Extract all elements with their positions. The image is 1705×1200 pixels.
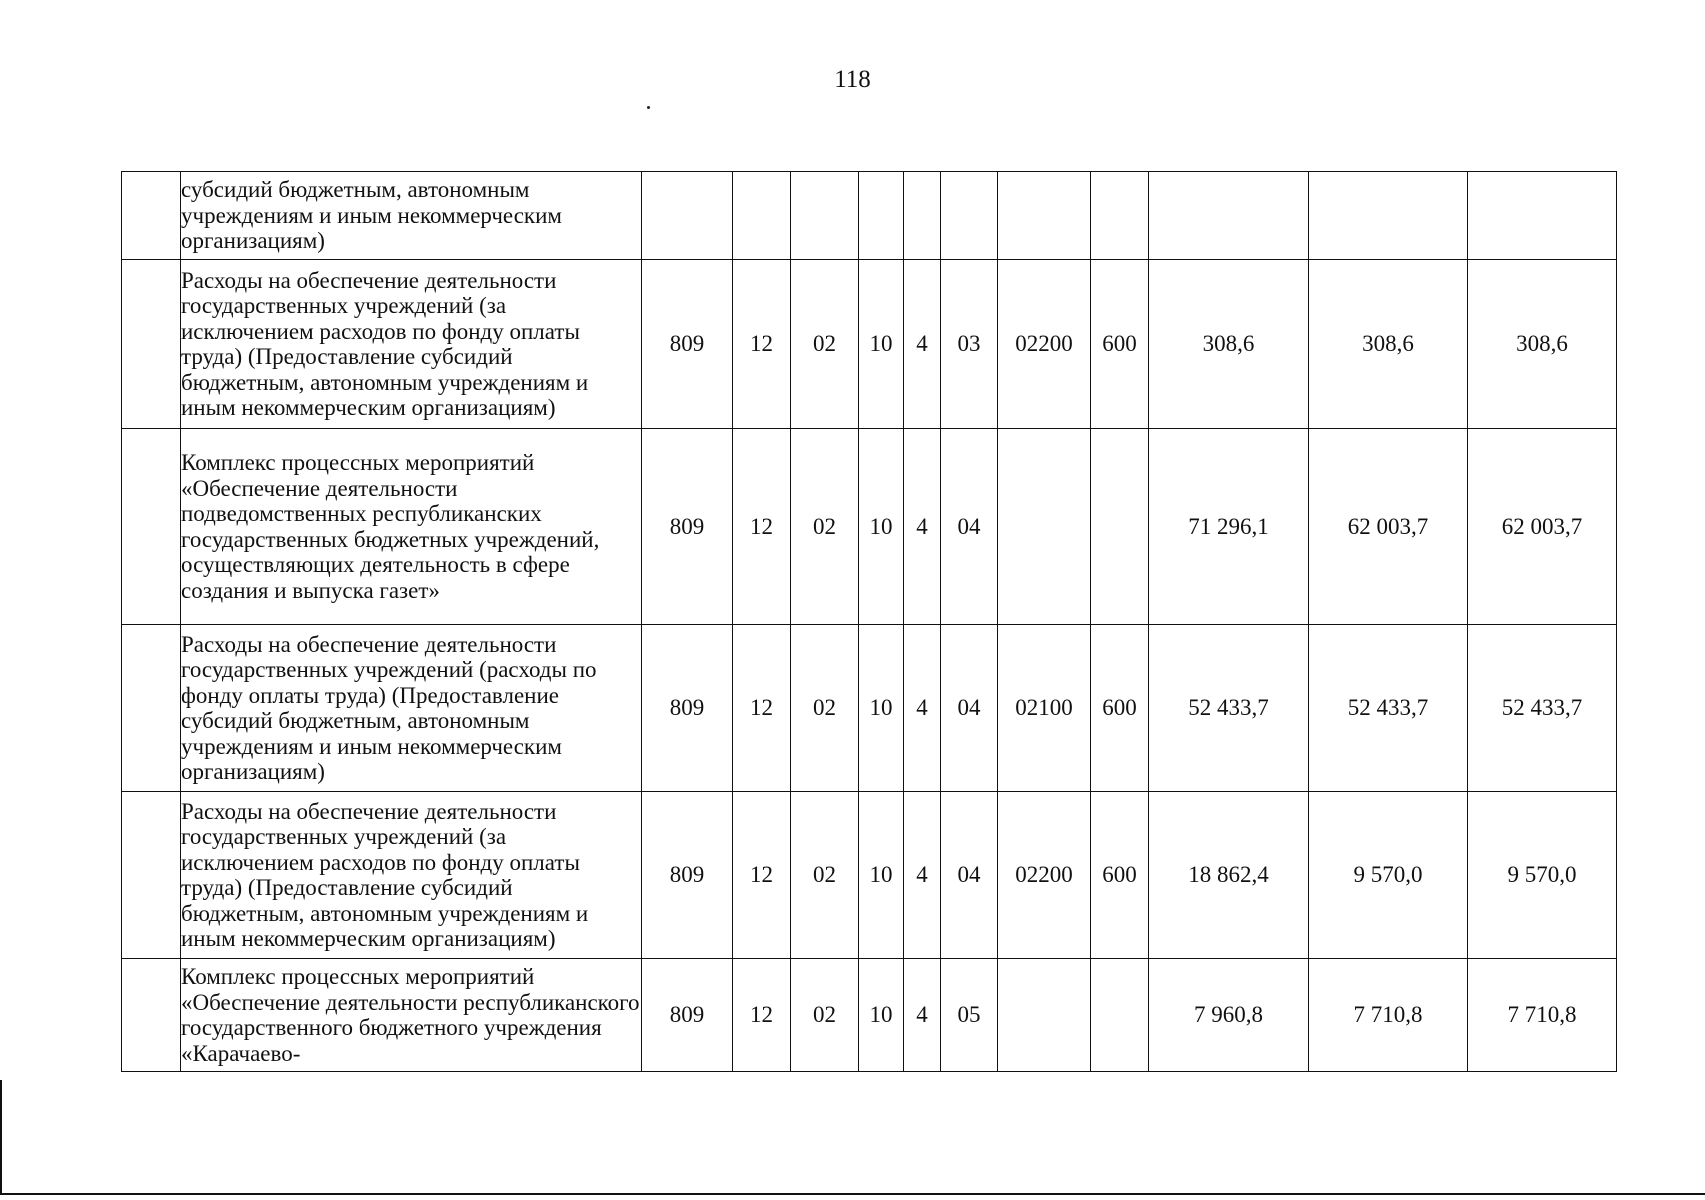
amount-cell-year2: 62 003,7 xyxy=(1309,429,1468,625)
expense-type-cell: 600 xyxy=(1091,625,1149,792)
program-cell: 10 xyxy=(859,625,904,792)
admin-code-cell: 809 xyxy=(642,429,733,625)
index-cell xyxy=(122,172,181,260)
subprogram-cell: 4 xyxy=(904,260,941,429)
program-cell: 10 xyxy=(859,260,904,429)
table-row xyxy=(122,625,1617,792)
direction-cell xyxy=(998,429,1091,625)
amount-cell-year1: 52 433,7 xyxy=(1149,625,1309,792)
amount-cell-year1: 71 296,1 xyxy=(1149,429,1309,625)
table-row xyxy=(122,959,1617,1072)
admin-code-cell: 809 xyxy=(642,625,733,792)
table-row xyxy=(122,172,1617,260)
index-cell xyxy=(122,792,181,959)
section-cell: 12 xyxy=(733,625,791,792)
page-number: 118 xyxy=(834,66,871,93)
expense-type-cell: 600 xyxy=(1091,792,1149,959)
amount-cell-year1: 308,6 xyxy=(1149,260,1309,429)
admin-code-cell: 809 xyxy=(642,959,733,1072)
subprogram-cell: 4 xyxy=(904,429,941,625)
amount-cell-year2 xyxy=(1309,172,1468,260)
table-row xyxy=(122,260,1617,429)
amount-cell-year2: 308,6 xyxy=(1309,260,1468,429)
section-cell: 12 xyxy=(733,429,791,625)
amount-cell-year3 xyxy=(1468,172,1617,260)
program-cell: 10 xyxy=(859,429,904,625)
expense-type-cell xyxy=(1091,429,1149,625)
direction-cell: 02200 xyxy=(998,260,1091,429)
measure-cell: 03 xyxy=(941,260,998,429)
admin-code-cell: 809 xyxy=(642,260,733,429)
program-cell: 10 xyxy=(859,792,904,959)
amount-cell-year2: 7 710,8 xyxy=(1309,959,1468,1072)
expense-type-cell: 600 xyxy=(1091,260,1149,429)
subsection-cell: 02 xyxy=(791,429,859,625)
amount-cell-year2: 52 433,7 xyxy=(1309,625,1468,792)
direction-cell xyxy=(998,172,1091,260)
index-cell xyxy=(122,260,181,429)
section-cell: 12 xyxy=(733,959,791,1072)
index-cell xyxy=(122,625,181,792)
table-row xyxy=(122,792,1617,959)
section-cell: 12 xyxy=(733,260,791,429)
amount-cell-year3: 52 433,7 xyxy=(1468,625,1617,792)
amount-cell-year3: 62 003,7 xyxy=(1468,429,1617,625)
measure-cell: 05 xyxy=(941,959,998,1072)
subsection-cell: 02 xyxy=(791,959,859,1072)
admin-code-cell xyxy=(642,172,733,260)
scan-edge-line xyxy=(0,1193,1705,1195)
description-cell: Расходы на обеспечение деятельности государственных учреждений (расходы по фонду оплаты труда) (Предоставление субсидий бюджетным, автономным учреждениям и иным некоммерческим организациям) xyxy=(181,625,642,792)
amount-cell-year1 xyxy=(1149,172,1309,260)
admin-code-cell: 809 xyxy=(642,792,733,959)
expense-type-cell xyxy=(1091,959,1149,1072)
subprogram-cell: 4 xyxy=(904,792,941,959)
subsection-cell xyxy=(791,172,859,260)
table-row xyxy=(122,429,1617,625)
subsection-cell: 02 xyxy=(791,260,859,429)
amount-cell-year3: 9 570,0 xyxy=(1468,792,1617,959)
section-cell: 12 xyxy=(733,792,791,959)
subsection-cell: 02 xyxy=(791,792,859,959)
measure-cell: 04 xyxy=(941,625,998,792)
program-cell: 10 xyxy=(859,959,904,1072)
expense-type-cell xyxy=(1091,172,1149,260)
description-cell: Комплекс процессных мероприятий «Обеспечение деятельности республиканского государственного бюджетного учреждения «Карачаево- xyxy=(181,959,642,1072)
description-cell: Комплекс процессных мероприятий «Обеспечение деятельности подведомственных республиканских государственных бюджетных учреждений, осуществляющих деятельность в сфере создания и выпуска газет» xyxy=(181,429,642,625)
description-cell: субсидий бюджетным, автономным учреждениям и иным некоммерческим организациям) xyxy=(181,172,642,260)
measure-cell: 04 xyxy=(941,429,998,625)
measure-cell: 04 xyxy=(941,792,998,959)
scan-speck xyxy=(647,106,650,109)
subprogram-cell: 4 xyxy=(904,959,941,1072)
scan-edge-line xyxy=(0,1080,2,1195)
direction-cell xyxy=(998,959,1091,1072)
section-cell xyxy=(733,172,791,260)
index-cell xyxy=(122,429,181,625)
subprogram-cell: 4 xyxy=(904,625,941,792)
budget-table xyxy=(121,171,1617,1072)
amount-cell-year3: 308,6 xyxy=(1468,260,1617,429)
measure-cell xyxy=(941,172,998,260)
direction-cell: 02100 xyxy=(998,625,1091,792)
subsection-cell: 02 xyxy=(791,625,859,792)
amount-cell-year1: 7 960,8 xyxy=(1149,959,1309,1072)
amount-cell-year2: 9 570,0 xyxy=(1309,792,1468,959)
amount-cell-year1: 18 862,4 xyxy=(1149,792,1309,959)
amount-cell-year3: 7 710,8 xyxy=(1468,959,1617,1072)
program-cell xyxy=(859,172,904,260)
index-cell xyxy=(122,959,181,1072)
subprogram-cell xyxy=(904,172,941,260)
description-cell: Расходы на обеспечение деятельности государственных учреждений (за исключением расходов по фонду оплаты труда) (Предоставление субсидий бюджетным, автономным учреждениям и иным некоммерческим организациям) xyxy=(181,792,642,959)
description-cell: Расходы на обеспечение деятельности государственных учреждений (за исключением расходов по фонду оплаты труда) (Предоставление субсидий бюджетным, автономным учреждениям и иным некоммерческим организациям) xyxy=(181,260,642,429)
direction-cell: 02200 xyxy=(998,792,1091,959)
